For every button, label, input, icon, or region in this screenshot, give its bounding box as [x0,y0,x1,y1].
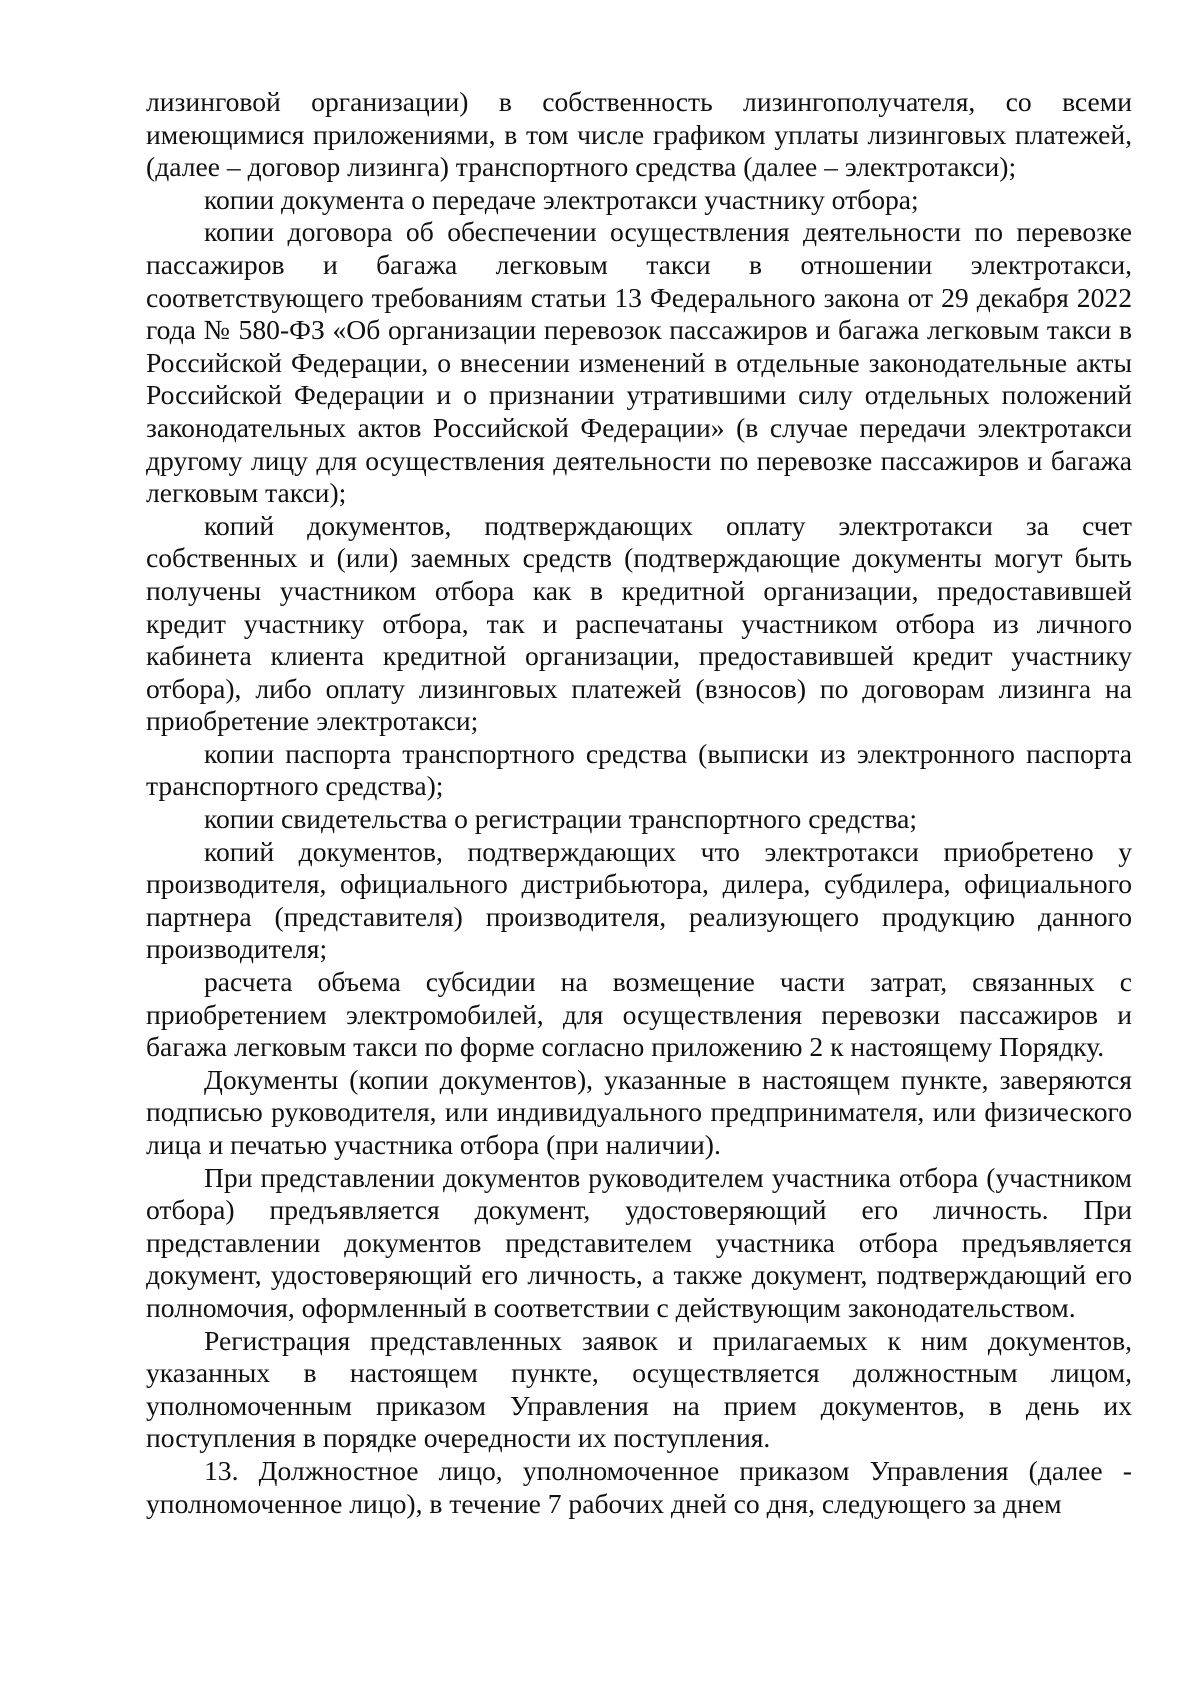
paragraph-registration-certificate: копии свидетельства о регистрации транспортного средства; [204,803,918,835]
paragraph-application-registration: Регистрация представленных заявок и прилагаемых к ним документов, указанных в настоящем пункте, осуществляется должностным лицом, уполномоченным приказом Управления на прием документов, в день их поступления в порядке очередности их поступления. [146,1324,1132,1454]
document-page [146,86,1132,1520]
paragraph-transfer-document: копии документа о передаче электротакси участнику отбора; [204,183,919,215]
paragraph-payment-documents: копий документов, подтверждающих оплату электротакси за счет собственных и (или) заемных средств (подтверждающие документы могут быть получены участником отбора как в кредитной организации, предоставившей кредит участнику отбора, так и распечатаны участником отбора из личного кабинета клиента кредитной организации, предоставившей кредит участнику отбора), либо оплату лизинговых платежей (взносов) по договорам лизинга на приобретение электротакси; [146,509,1132,737]
paragraph-section-13: 13. Должностное лицо, уполномоченное приказом Управления (далее - уполномоченное лицо), в течение 7 рабочих дней со дня, следующего за днем [146,1454,1132,1519]
paragraph-subsidy-calculation: расчета объема субсидии на возмещение части затрат, связанных с приобретением электромобилей, для осуществления перевозки пассажиров и багажа легковым такси по форме согласно приложению 2 к настоящему Порядку. [146,966,1132,1063]
paragraph-vehicle-passport: копии паспорта транспортного средства (выписки из электронного паспорта транспортного средства); [146,737,1132,802]
paragraph-taxi-agreement: копии договора об обеспечении осуществления деятельности по перевозке пассажиров и багажа легковым такси в отношении электротакси, соответствующего требованиям статьи 13 Федерального закона от 29 декабря 2022 года № 580-ФЗ «Об организации перевозок пассажиров и багажа легковым такси в Российской Федерации, о внесении изменений в отдельные законодательные акты Российской Федерации и о признании утратившими силу отдельных положений законодательных актов Российской Федерации» (в случае передачи электротакси другому лицу для осуществления деятельности по перевозке пассажиров и багажа легковым такси); [146,216,1132,509]
paragraph-leasing-continuation: лизинговой организации) в собственность лизингополучателя, со всеми имеющимися приложениями, в том числе графиком уплаты лизинговых платежей, (далее – договор лизинга) транспортного средства (далее – электротакси); [146,86,1132,183]
paragraph-manufacturer-documents: копий документов, подтверждающих что электротакси приобретено у производителя, официального дистрибьютора, дилера, субдилера, официального партнера (представителя) производителя, реализующего продукцию данного производителя; [146,835,1132,965]
paragraph-identity-presentation: При представлении документов руководителем участника отбора (участником отбора) предъявляется документ, удостоверяющий его личность. При представлении документов представителем участника отбора предъявляется документ, удостоверяющий его личность, а также документ, подтверждающий его полномочия, оформленный в соответствии с действующим законодательством. [146,1161,1132,1323]
paragraph-certification: Документы (копии документов), указанные в настоящем пункте, заверяются подписью руководителя, или индивидуального предпринимателя, или физического лица и печатью участника отбора (при наличии). [146,1063,1132,1160]
